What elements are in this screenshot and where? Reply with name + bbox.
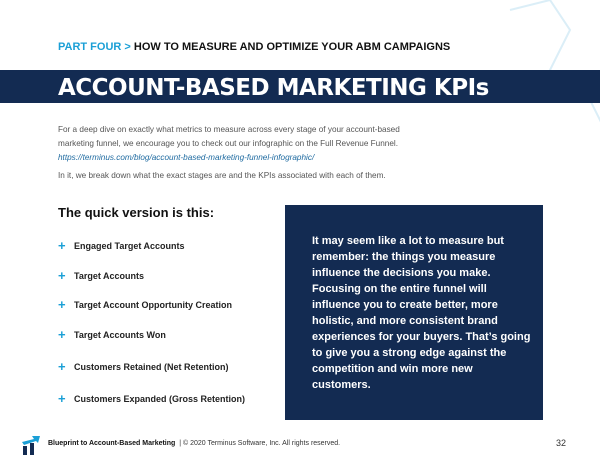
list-item (58, 297, 232, 312)
item-label: Target Account Opportunity Creation (74, 299, 233, 310)
title-band (0, 70, 600, 103)
plus-icon: + (58, 238, 66, 253)
item-label: Target Accounts (74, 270, 145, 281)
item-label: Engaged Target Accounts (74, 240, 185, 251)
plus-icon: + (58, 359, 66, 374)
callout-text: It may seem like a lot to measure but remember: the things you measure influence the decisions you make. Focusing on the entire funnel will influence you to create better, more holistic, and more consistent brand experiences for your buyers. That’s going to give you a strong edge against the competition and win more new customers. (312, 235, 531, 391)
plus-icon: + (58, 327, 66, 342)
list-item (58, 238, 185, 253)
list-item (58, 268, 144, 283)
list-item (58, 359, 229, 374)
intro-paragraph: For a deep dive on exactly what metrics to measure across every stage of your account-based marketing funnel, we encourage you to check out our infographic on the Full Revenue Funnel. (58, 125, 400, 148)
part-label: PART FOUR > (58, 41, 131, 53)
intro-paragraph-2: In it, we break down what the exact stages are and the KPIs associated with each of them. (58, 171, 386, 180)
quick-heading: The quick version is this: (58, 205, 215, 220)
list-item (58, 327, 166, 342)
plus-icon: + (58, 268, 66, 283)
plus-icon: + (58, 391, 66, 406)
item-label: Target Accounts Won (74, 329, 166, 340)
item-label: Customers Retained (Net Retention) (74, 361, 229, 372)
item-label: Customers Expanded (Gross Retention) (74, 393, 246, 404)
book-title: Blueprint to Account-Based Marketing (48, 440, 176, 447)
footer (0, 432, 600, 457)
copyright: | © 2020 Terminus Software, Inc. All rights reserved. (179, 440, 341, 447)
infographic-link[interactable]: https://terminus.com/blog/account-based-marketing-funnel-infographic/ (58, 153, 315, 162)
intro-text (58, 123, 418, 183)
section-breadcrumb (58, 41, 450, 53)
page-number: 32 (555, 438, 566, 448)
page-title: ACCOUNT-BASED MARKETING KPIs (58, 75, 489, 101)
plus-icon: + (58, 297, 66, 312)
footer-text (48, 440, 340, 447)
section-label: HOW TO MEASURE AND OPTIMIZE YOUR ABM CAMPAIGNS (133, 41, 451, 53)
list-item (58, 391, 245, 406)
terminus-logo-icon (20, 434, 42, 456)
callout-box (285, 205, 543, 420)
